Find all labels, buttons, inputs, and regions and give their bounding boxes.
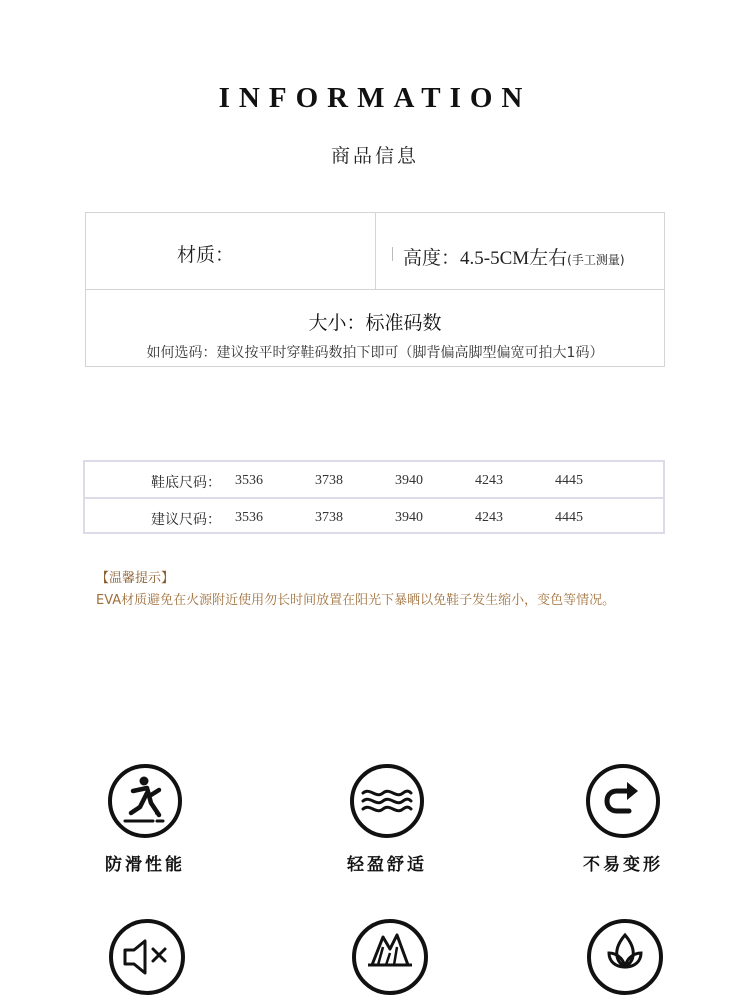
material-cell (86, 213, 376, 290)
feature-partial-1 (107, 917, 187, 997)
size-guide-note: 如何选码：建议按平时穿鞋码数拍下即可（脚背偏高脚型偏宽可拍大1码） (146, 345, 604, 361)
leaf-icon (585, 917, 665, 997)
table-row (85, 462, 663, 499)
height-label: 高度： (403, 247, 461, 269)
page-subtitle: 商品信息 (330, 145, 419, 167)
height-row (403, 243, 625, 270)
size-value: 4243 (475, 473, 503, 488)
feature-partial-3 (585, 917, 665, 997)
feature-anti-slip (65, 763, 225, 875)
size-value: 3536 (235, 510, 263, 525)
height-cell (376, 213, 664, 290)
feature-label: 不易变形 (583, 855, 663, 875)
size-value: 4445 (555, 473, 583, 488)
size-value: 4243 (475, 510, 503, 525)
size-value: 3536 (235, 473, 263, 488)
size-value: 3940 (395, 510, 423, 525)
size-value: 3738 (315, 473, 343, 488)
feature-lightweight (307, 763, 467, 875)
size-title: 大小：标准码数 (308, 312, 442, 334)
size-cell (86, 290, 664, 366)
size-chart-table (83, 460, 665, 534)
height-note: (手工测量) (567, 253, 625, 267)
material-label: 材质： (177, 244, 235, 266)
feature-label: 防滑性能 (105, 855, 185, 875)
page-title: INFORMATION (218, 82, 532, 114)
waves-icon (349, 763, 425, 839)
tip-title: 【温馨提示】 (96, 571, 175, 586)
size-value: 3940 (395, 473, 423, 488)
mute-icon (107, 917, 187, 997)
table-row (85, 499, 663, 534)
cell-divider (392, 247, 393, 261)
size-value: 4445 (555, 510, 583, 525)
feature-partial-2 (350, 917, 430, 997)
tent-icon (350, 917, 430, 997)
row-label: 鞋底尺码： (151, 475, 221, 491)
row-label: 建议尺码： (151, 512, 221, 528)
tip-text: EVA材质避免在火源附近使用勿长时间放置在阳光下暴晒以免鞋子发生缩小，变色等情况。 (96, 593, 616, 608)
size-value: 3738 (315, 510, 343, 525)
product-info-table (85, 212, 665, 367)
feature-no-deform (543, 763, 703, 875)
anti-slip-icon (107, 763, 183, 839)
height-value: 4.5-5CM左右 (460, 248, 568, 269)
feature-label: 轻盈舒适 (347, 855, 427, 875)
return-arrow-icon (585, 763, 661, 839)
